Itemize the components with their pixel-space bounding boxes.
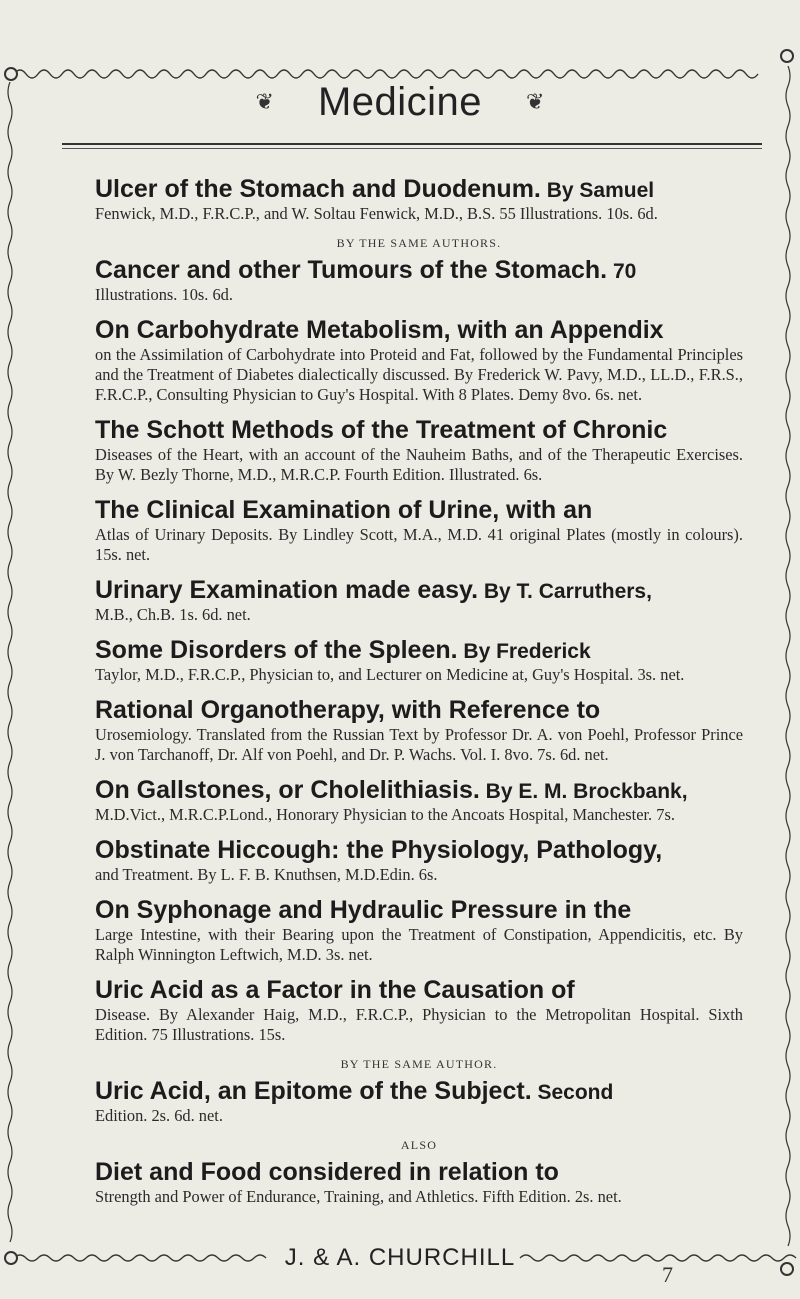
catalogue-entry <box>95 837 743 885</box>
catalogue-entry <box>95 977 743 1045</box>
entry-title: Urinary Examination made easy. <box>95 576 479 604</box>
entry-title: Cancer and other Tumours of the Stomach. <box>95 256 608 284</box>
entry-title: Uric Acid, an Epitome of the Subject. <box>95 1077 532 1105</box>
entry-title-tail: By E. M. Brockbank, <box>479 780 688 803</box>
section-divider: ALSO <box>400 1138 438 1152</box>
entry-title: The Schott Methods of the Treatment of Chronic <box>95 416 668 444</box>
entry-description: Large Intestine, with their Bearing upon the Treatment of Constipation, Appendicitis, etc. By Ralph Winnington Leftwich, M.D. 3s. net. <box>95 925 743 964</box>
catalogue-entry <box>95 577 743 625</box>
entry-title-tail: Second <box>531 1081 614 1104</box>
header-rule-thin <box>62 148 762 149</box>
entry-title-tail: By T. Carruthers, <box>478 580 652 603</box>
catalogue-entry <box>95 897 743 965</box>
entry-title: On Carbohydrate Metabolism, with an Appendix <box>95 316 664 344</box>
entry-title: Diet and Food considered in relation to <box>95 1158 559 1186</box>
catalogue-entry <box>95 1078 743 1126</box>
entry-title: The Clinical Examination of Urine, with an <box>95 496 593 524</box>
catalogue-entry <box>95 637 743 685</box>
entry-title: Ulcer of the Stomach and Duodenum. <box>95 175 541 203</box>
entry-title-tail: By Samuel <box>540 179 655 202</box>
entry-description: Urosemiology. Translated from the Russian Text by Professor Dr. A. von Poehl, Professor Prince J. von Tarchanoff, Dr. Alf von Poehl, and Dr. P. Wachs. Vol. I. 8vo. 7s. 6d. net. <box>95 725 743 764</box>
catalogue-entry <box>95 176 743 224</box>
entry-description: on the Assimilation of Carbohydrate into Proteid and Fat, followed by the Fundamental Principles and the Treatment of Diabetes dialectically discussed. By Frederick W. Pavy, M.D., LL.D., F.R.S., F.R.C.P., Consulting Physician to Guy's Hospital. With 8 Plates. Demy 8vo. 6s. net. <box>95 345 743 404</box>
page-header <box>0 80 800 125</box>
section-divider: BY THE SAME AUTHORS. <box>336 236 502 250</box>
entry-title-tail: By Frederick <box>457 640 591 663</box>
catalogue-entry <box>95 317 743 405</box>
left-wavy-border <box>6 82 14 1252</box>
leaf-ornament-left-icon: ❦ <box>255 90 274 115</box>
entry-description: Atlas of Urinary Deposits. By Lindley Scott, M.A., M.D. 41 original Plates (mostly in colours). 15s. net. <box>95 525 743 564</box>
catalogue-entry <box>95 497 743 565</box>
entry-title: Rational Organotherapy, with Reference to <box>95 696 601 724</box>
catalogue-entry <box>95 257 743 305</box>
entry-title: On Syphonage and Hydraulic Pressure in the <box>95 896 632 924</box>
catalogue-entry <box>95 697 743 765</box>
entry-description: Disease. By Alexander Haig, M.D., F.R.C.P., Physician to the Metropolitan Hospital. Sixth Edition. 75 Illustrations. 15s. <box>95 1005 743 1044</box>
entry-description: Diseases of the Heart, with an account of the Nauheim Baths, and of the Therapeutic Exercises. By W. Bezly Thorne, M.D., M.R.C.P. Fourth Edition. Illustrated. 6s. <box>95 445 743 484</box>
entry-title: On Gallstones, or Cholelithiasis. <box>95 776 480 804</box>
entry-title-tail: 70 <box>607 260 637 283</box>
entry-description: Fenwick, M.D., F.R.C.P., and W. Soltau Fenwick, M.D., B.S. 55 Illustrations. 10s. 6d. <box>95 204 658 223</box>
section-divider: BY THE SAME AUTHOR. <box>340 1057 498 1071</box>
entry-description: M.B., Ch.B. 1s. 6d. net. <box>95 605 251 624</box>
page-number: 7 <box>662 1262 673 1287</box>
header-rule <box>62 143 762 145</box>
right-wavy-border <box>784 66 792 1256</box>
entry-description: Taylor, M.D., F.R.C.P., Physician to, and Lecturer on Medicine at, Guy's Hospital. 3s. net. <box>95 665 685 684</box>
entry-description: M.D.Vict., M.R.C.P.Lond., Honorary Physician to the Ancoats Hospital, Manchester. 7s. <box>95 805 675 824</box>
entry-title: Some Disorders of the Spleen. <box>95 636 458 664</box>
entry-description: Strength and Power of Endurance, Training, and Athletics. Fifth Edition. 2s. net. <box>95 1187 622 1206</box>
footer-publisher: J. & A. CHURCHILL <box>284 1244 516 1271</box>
entry-description: Illustrations. 10s. 6d. <box>95 285 233 304</box>
corner-ornament-top-left <box>4 67 18 81</box>
catalogue-entry <box>95 417 743 485</box>
entry-description: and Treatment. By L. F. B. Knuthsen, M.D.Edin. 6s. <box>95 865 438 884</box>
entry-description: Edition. 2s. 6d. net. <box>95 1106 223 1125</box>
catalogue-list <box>95 176 743 1219</box>
entry-title: Uric Acid as a Factor in the Causation of <box>95 976 575 1004</box>
entry-title: Obstinate Hiccough: the Physiology, Pathology, <box>95 836 663 864</box>
catalogue-entry <box>95 1159 743 1207</box>
leaf-ornament-right-icon: ❦ <box>526 90 545 115</box>
corner-ornament-top-right <box>780 49 794 63</box>
catalogue-entry <box>95 777 743 825</box>
page-title: Medicine <box>317 80 483 124</box>
